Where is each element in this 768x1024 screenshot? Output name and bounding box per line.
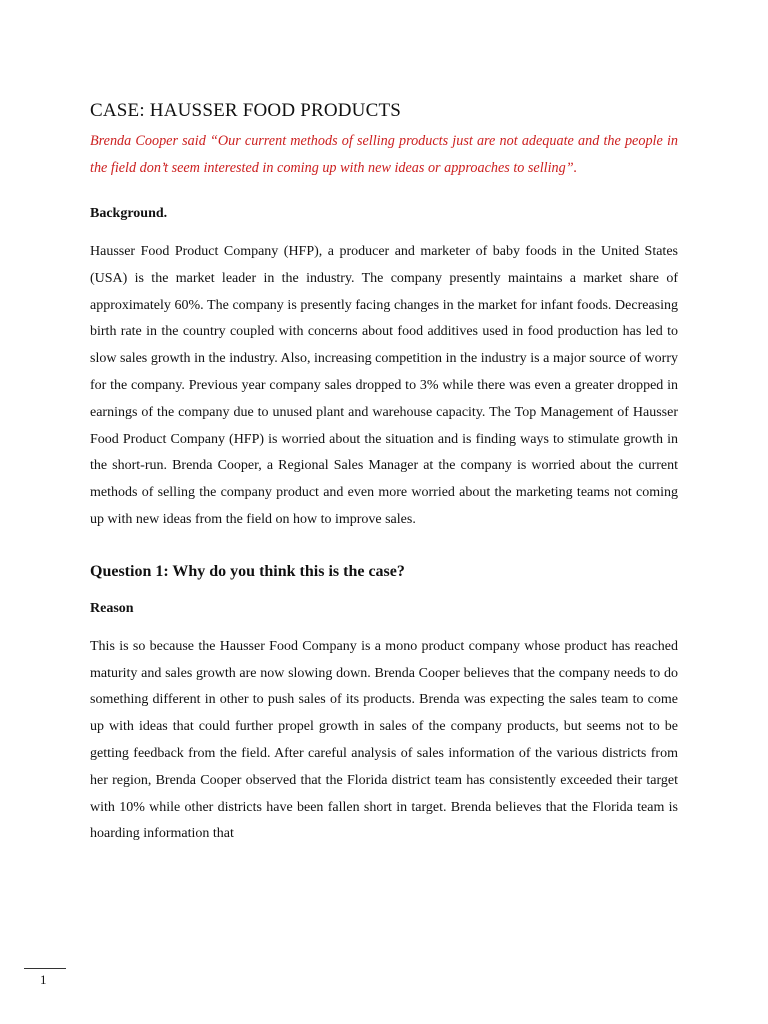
reason-heading: Reason (90, 600, 134, 616)
page-number: 1 (40, 972, 47, 987)
document-body (90, 98, 678, 848)
footer-divider (24, 968, 66, 969)
opening-quote: Brenda Cooper said “Our current methods of selling products just are not adequate and the people in the field don’t seem interested in coming up with new ideas or approaches to selling”. (90, 133, 678, 176)
reason-paragraph: This is so because the Hausser Food Company is a mono product company whose product has reached maturity and sales growth are now slowing down. Brenda Cooper believes that the company needs to do something different in other to push sales of its products. Brenda was expecting the sales team to come up with ideas that could further propel growth in sales of the company products, but seems not to be getting feedback from the field. After careful analysis of sales information of the various districts from her region, Brenda Cooper observed that the Florida district team has consistently exceeded their target with 10% while other districts have been fallen short in target. Brenda believes that the Florida team is hoarding information that (90, 638, 678, 842)
background-heading: Background. (90, 206, 168, 221)
background-paragraph: Hausser Food Product Company (HFP), a producer and marketer of baby foods in the United States (USA) is the market leader in the industry. The company presently maintains a market share of approximately 60%. The company is presently facing changes in the market for infant foods. Decreasing birth rate in the country coupled with concerns about food additives used in food production has led to slow sales growth in the industry. Also, increasing competition in the industry is a major source of worry for the company. Previous year company sales dropped to 3% while there was even a greater dropped in earnings of the company due to unused plant and warehouse capacity. The Top Management of Hausser Food Product Company (HFP) is worried about the situation and is finding ways to stimulate growth in the short-run. Brenda Cooper, a Regional Sales Manager at the company is worried about the current methods of selling the company product and even more worried about the marketing teams not coming up with new ideas from the field on how to improve sales. (90, 244, 678, 527)
question-1-heading: Question 1: Why do you think this is the case? (90, 562, 405, 580)
document-title: CASE: HAUSSER FOOD PRODUCTS (90, 100, 402, 121)
